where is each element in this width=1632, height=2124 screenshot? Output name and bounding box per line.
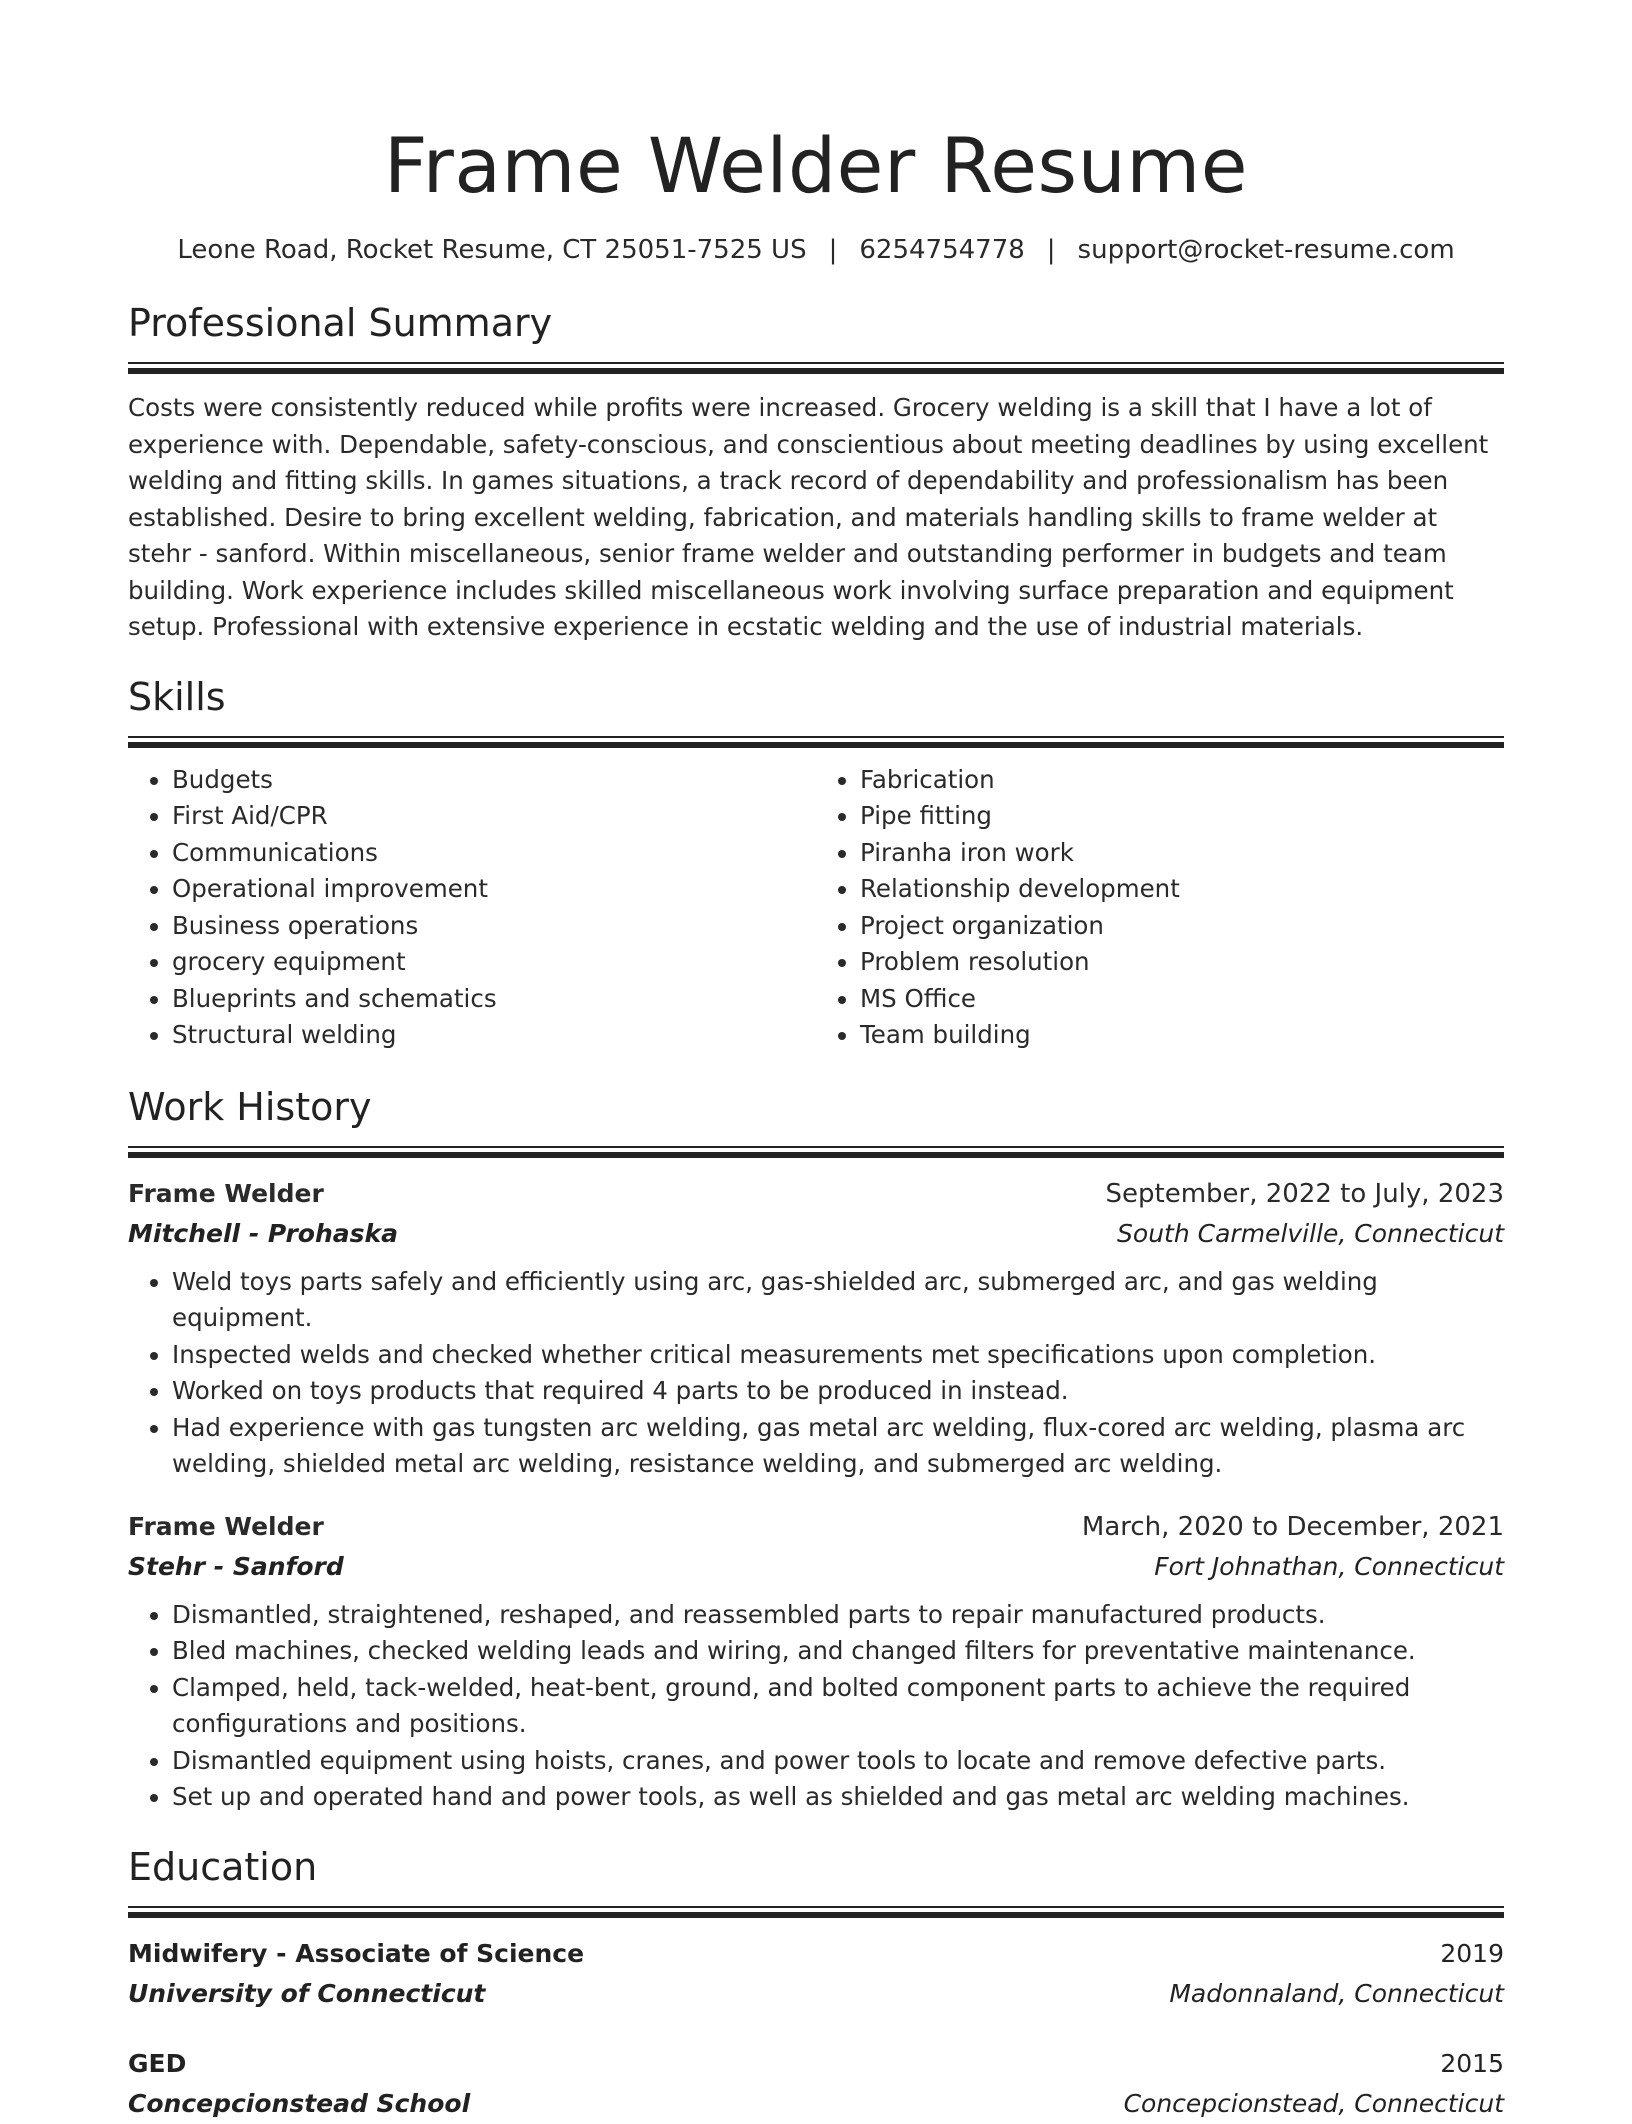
skill-item: • Fabrication [860,762,1504,799]
job-location: South Carmelville, Connecticut [1117,1218,1504,1248]
job-bullet: • Worked on toys products that required 4 parts to be produced in instead. [172,1373,1504,1410]
education-year: 2015 [1440,2048,1504,2078]
job-entry [128,1174,1504,1483]
summary-heading: Professional Summary [128,301,553,345]
section-divider [128,1906,1504,1918]
job-company: Stehr - Sanford [128,1551,344,1581]
skill-item: • Piranha iron work [860,835,1504,872]
skill-item: • grocery equipment [172,944,816,981]
skills-heading: Skills [128,674,226,719]
job-entry [128,1507,1504,1816]
skills-column-right [816,762,1504,1054]
job-dates: March, 2020 to December, 2021 [1081,1511,1504,1542]
education-header [128,1934,1504,1974]
education-section [128,1842,1504,2124]
skill-item: • Problem resolution [860,944,1504,981]
job-bullet: • Clamped, held, tack-welded, heat-bent, ground, and bolted component parts to achieve the required configurations and positions. [172,1670,1504,1743]
skill-item: • First Aid/CPR [172,798,816,835]
contact-address: Leone Road, Rocket Resume, CT 25051-7525 US [177,235,807,265]
job-bullet: • Bled machines, checked welding leads and wiring, and changed filters for preventative maintenance. [172,1633,1504,1670]
job-dates: September, 2022 to July, 2023 [1105,1178,1504,1209]
contact-separator: | [1046,235,1056,265]
education-location: Concepcionstead, Connecticut [1123,2088,1504,2118]
section-divider [128,362,1504,374]
skill-item: • Communications [172,835,816,872]
job-bullet-list [128,1264,1504,1483]
job-bullet: • Inspected welds and checked whether critical measurements met specifications upon completion. [172,1337,1504,1374]
job-bullet: • Dismantled equipment using hoists, cranes, and power tools to locate and remove defective parts. [172,1743,1504,1780]
summary-text: Costs were consistently reduced while profits were increased. Grocery welding is a skill that I have a lot of experience with. Dependable, safety-conscious, and conscientious about meeting deadlines by using excellent welding and fitting skills. In games situations, a track record of dependability and professionalism has been established. Desire to bring excellent welding, fabrication, and materials handling skills to frame welder at stehr - sanford. Within miscellaneous, senior frame welder and outstanding performer in budgets and team building. Work experience includes skilled miscellaneous work involving surface preparation and equipment setup. Professional with extensive experience in ecstatic welding and the use of industrial materials. [128,393,1489,641]
skill-item: • Pipe fitting [860,798,1504,835]
education-entry [128,1934,1504,2014]
contact-email: support@rocket-resume.com [1077,235,1455,265]
job-bullet: • Dismantled, straightened, reshaped, and reassembled parts to repair manufactured products. [172,1597,1504,1634]
resume-title: Frame Welder Resume [383,121,1249,210]
job-title: Frame Welder [128,1178,324,1208]
section-divider [128,736,1504,748]
summary-section [128,298,1504,646]
skill-item: • Operational improvement [172,871,816,908]
contact-phone: 6254754778 [859,235,1025,265]
contact-line [128,232,1504,268]
job-location: Fort Johnathan, Connecticut [1154,1551,1504,1581]
job-title: Frame Welder [128,1511,324,1541]
job-subheader [128,1547,1504,1587]
section-divider [128,1146,1504,1158]
skill-item: • MS Office [860,981,1504,1018]
skills-list [128,762,1504,1054]
education-subheader [128,1974,1504,2014]
education-degree: Midwifery - Associate of Science [128,1938,585,1968]
education-school: University of Connecticut [128,1978,486,2008]
skill-item: • Structural welding [172,1017,816,1054]
job-bullet: • Had experience with gas tungsten arc welding, gas metal arc welding, flux-cored arc welding, plasma arc welding, shielded metal arc welding, resistance welding, and submerged arc welding. [172,1410,1504,1483]
job-header [128,1507,1504,1547]
job-bullet: • Set up and operated hand and power tools, as well as shielded and gas metal arc welding machines. [172,1779,1504,1816]
contact-separator: | [828,235,838,265]
job-bullet: • Weld toys parts safely and efficiently using arc, gas-shielded arc, submerged arc, and gas welding equipment. [172,1264,1504,1337]
skill-item: • Business operations [172,908,816,945]
skill-item: • Blueprints and schematics [172,981,816,1018]
job-header [128,1174,1504,1214]
work-history-heading: Work History [128,1084,372,1129]
skill-item: • Team building [860,1017,1504,1054]
work-history-section [128,1082,1504,1816]
education-location: Madonnaland, Connecticut [1169,1978,1504,2008]
education-heading: Education [128,1844,318,1889]
skill-item: • Relationship development [860,871,1504,908]
education-degree: GED [128,2048,187,2078]
job-bullet-list [128,1597,1504,1816]
skill-item: • Project organization [860,908,1504,945]
skill-item: • Budgets [172,762,816,799]
education-header [128,2044,1504,2084]
education-subheader [128,2084,1504,2124]
job-subheader [128,1214,1504,1254]
skills-column-left [128,762,816,1054]
education-school: Concepcionstead School [128,2088,471,2118]
job-company: Mitchell - Prohaska [128,1218,398,1248]
skills-section [128,672,1504,1054]
education-year: 2019 [1440,1938,1504,1968]
